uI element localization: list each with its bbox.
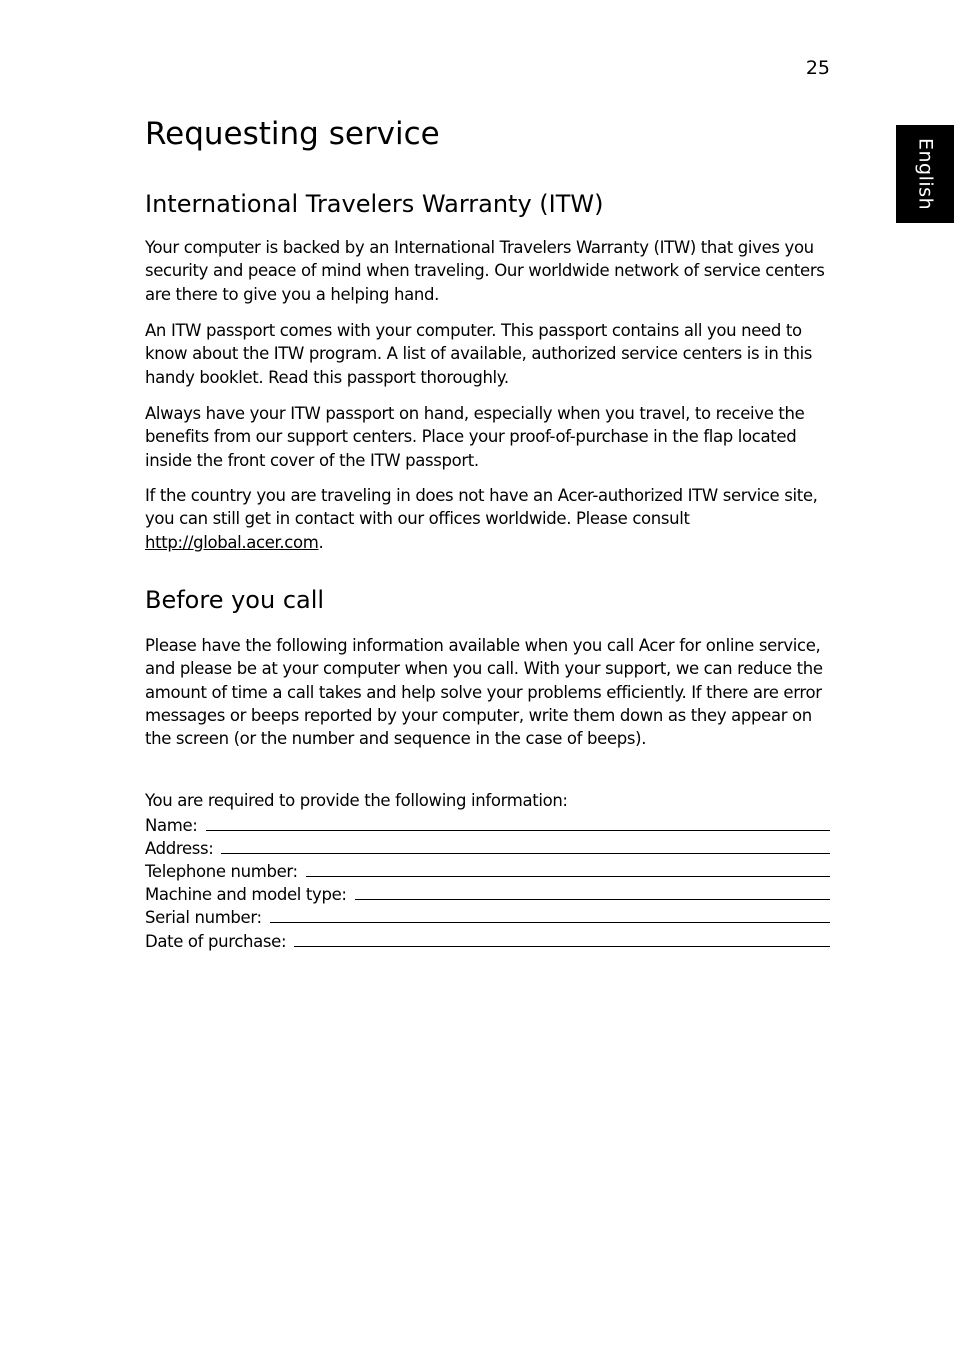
form-row-address: [145, 835, 830, 858]
before-call-heading: Before you call: [145, 586, 325, 614]
blank-line[interactable]: [294, 946, 830, 947]
form-label: Telephone number:: [145, 862, 298, 882]
itw-heading: International Travelers Warranty (ITW): [145, 190, 604, 218]
before-call-paragraph: Please have the following information available when you call Acer for online service, and please be at your computer when you call. With your support, we can reduce the amount of time a call takes and help solve your problems efficiently. If there are error messages or beeps reported by your computer, write them down as they appear on the screen (or the number and sequence in the case of beeps).: [145, 636, 823, 749]
page-title: Requesting service: [145, 116, 440, 152]
itw-paragraph-1: Your computer is backed by an International Travelers Warranty (ITW) that gives you security and peace of mind when traveling. Our worldwide network of service centers are there to give you a helping hand.: [145, 238, 825, 304]
acer-global-link[interactable]: http://global.acer.com: [145, 532, 319, 552]
form-row-telephone: [145, 858, 830, 881]
itw-paragraph-4-end: .: [318, 532, 324, 552]
form-label: Name:: [145, 816, 198, 836]
form-label: Date of purchase:: [145, 931, 287, 951]
itw-paragraph-4: [145, 484, 830, 554]
blank-line[interactable]: [306, 876, 830, 877]
form-label: Serial number:: [145, 908, 262, 928]
language-tab-label: English: [914, 137, 937, 211]
page-number: 25: [805, 57, 830, 79]
form-label: Machine and model type:: [145, 885, 347, 905]
itw-paragraph-3: Always have your ITW passport on hand, especially when you travel, to receive the benefits from our support centers. Place your proof-of-purchase in the flap located inside the front cover of the ITW passport.: [145, 404, 805, 470]
form-label: Address:: [145, 839, 214, 859]
itw-paragraph-2: An ITW passport comes with your computer. This passport contains all you need to know about the ITW program. A list of available, authorized service centers is in this handy booklet. Read this passport thoroughly.: [145, 321, 813, 387]
blank-line[interactable]: [270, 922, 830, 923]
form-row-serial: [145, 904, 830, 927]
required-info-intro: You are required to provide the following information:: [145, 791, 568, 810]
blank-line[interactable]: [221, 853, 830, 854]
form-row-name: [145, 812, 830, 835]
form-row-machine-model: [145, 881, 830, 904]
info-form: [145, 812, 830, 951]
form-row-purchase-date: [145, 927, 830, 950]
language-tab: [896, 125, 954, 223]
blank-line[interactable]: [206, 830, 831, 831]
blank-line[interactable]: [355, 899, 830, 900]
itw-paragraph-4-text: If the country you are traveling in does not have an Acer-authorized ITW service site, you can still get in contact with our offices worldwide. Please consult: [145, 486, 818, 529]
